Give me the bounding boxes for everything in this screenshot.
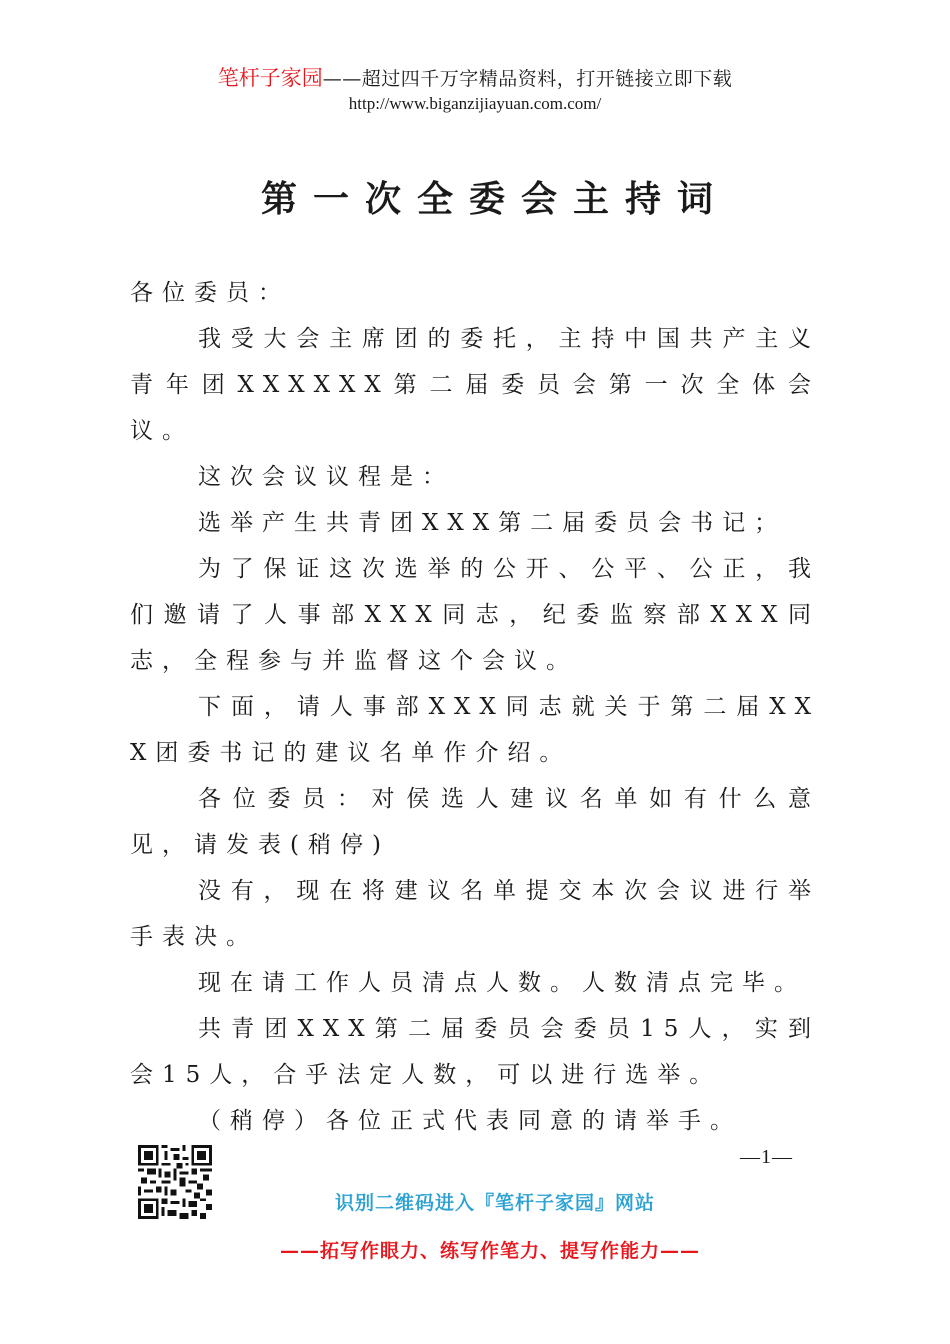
body-paragraph: 选举产生共青团XXX第二届委员会书记； xyxy=(198,510,787,536)
body-paragraph: 为了保证这次选举的公开、公平、公正，我们邀请了人事部XXX同志，纪委监察部XXX同志，全程参与并监督这个会议。 xyxy=(130,556,820,674)
header-url[interactable]: http://www.biganzijiayuan.com.com/ xyxy=(348,94,602,113)
body-paragraph: 我受大会主席团的委托，主持中国共产主义青年团XXXXXX第二届委员会第一次全体会议。 xyxy=(130,326,820,444)
header-tagline: ——超过四千万字精品资料，打开链接立即下载 xyxy=(322,68,733,90)
body-paragraph: 下面，请人事部XXX同志就关于第二届XXX团委书记的建议名单作介绍。 xyxy=(130,694,820,766)
document-body xyxy=(130,270,820,1144)
body-paragraph: （稍停）各位正式代表同意的请举手。 xyxy=(198,1108,742,1134)
page-number: —1— xyxy=(740,1146,793,1168)
header-line xyxy=(0,64,950,93)
body-paragraph: 共青团XXX第二届委员会委员15人，实到会15人，合乎法定人数，可以进行选举。 xyxy=(130,1016,820,1088)
body-paragraph: 这次会议议程是： xyxy=(198,464,454,490)
brand-name[interactable]: 笔杆子家园 xyxy=(217,66,323,90)
document-title: 第一次全委会主持词 xyxy=(260,178,729,220)
page-header xyxy=(0,64,950,115)
body-paragraph: 没有，现在将建议名单提交本次会议进行举手表决。 xyxy=(130,878,820,950)
qr-caption: 识别二维码进入『笔杆子家园』网站 xyxy=(334,1192,655,1214)
body-paragraph: 各位委员： xyxy=(130,280,290,306)
footer-slogan: ——拓写作眼力、练写作笔力、提写作能力—— xyxy=(279,1240,700,1262)
body-paragraph: 现在请工作人员清点人数。人数清点完毕。 xyxy=(198,970,806,996)
body-paragraph: 各位委员：对侯选人建议名单如有什么意见，请发表(稍停) xyxy=(130,786,820,858)
